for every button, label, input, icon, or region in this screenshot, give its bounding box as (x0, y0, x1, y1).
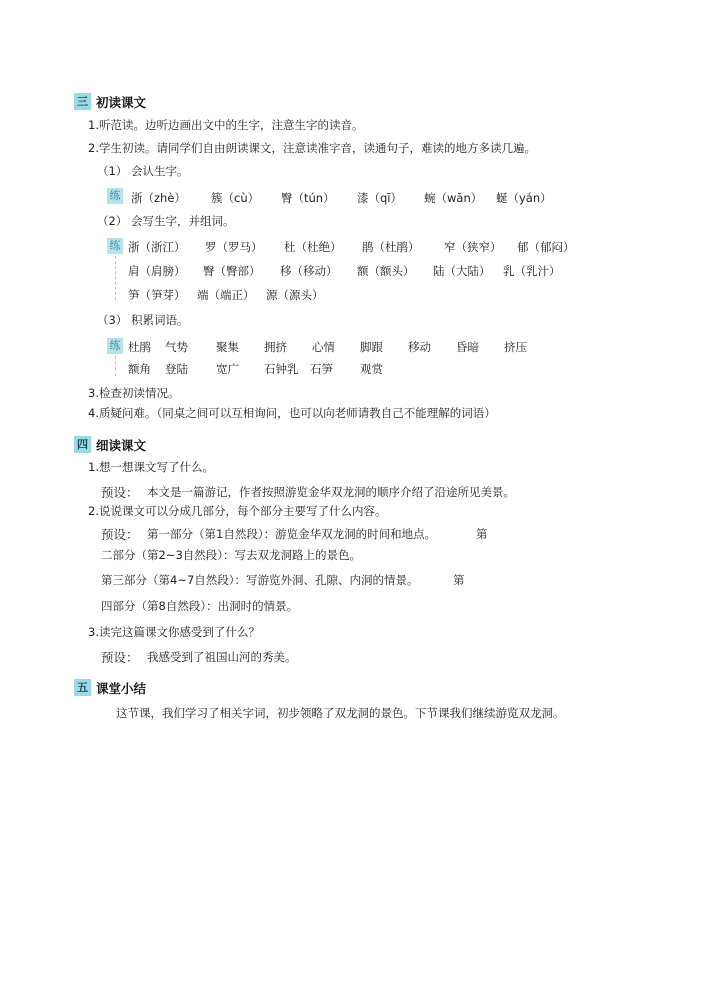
instruction-1: 1.听范读。边听边画出文中的生字，注意生字的读音。 (88, 118, 364, 132)
instruction-4: 4.质疑问难。（同桌之间可以互相询问，也可以向老师请教自己不能理解的词语） (88, 406, 496, 420)
read-char: 蜿（wān） (424, 191, 483, 205)
vocab-word: 拥挤 (264, 340, 287, 354)
question-1: 1.想一想课文写了什么。 (88, 460, 214, 474)
vocab-word: 石笋 (310, 362, 333, 376)
answer-text: 第 (453, 573, 465, 587)
vocab-word: 挤压 (504, 340, 527, 354)
read-char: 臀（tún） (281, 191, 335, 205)
answer-text: 第一部分（第1自然段）：游览金华双龙洞的时间和地点。 (147, 527, 437, 541)
subitem-2: （2） 会写生字，并组词。 (97, 214, 235, 228)
vocab-word: 额角 (128, 362, 151, 376)
vocab-word: 石钟乳 (264, 362, 299, 376)
dashed-divider (115, 256, 116, 300)
answer-text: 我感受到了祖国山河的秀美。 (147, 650, 297, 664)
vocab-word: 杜鹃 (128, 340, 151, 354)
vocab-word: 气势 (165, 340, 188, 354)
vocab-word: 移动 (408, 340, 431, 354)
question-2: 2.说说课文可以分成几部分，每个部分主要写了什么内容。 (88, 504, 387, 518)
read-char: 蜒（yán） (496, 191, 552, 205)
write-word: 浙（浙江） (128, 240, 186, 254)
answer-label: 预设： (101, 650, 139, 665)
write-word: 笋（笋芽） (128, 288, 186, 302)
answer-text: 第 (476, 527, 488, 541)
read-char: 簇（cù） (211, 191, 260, 205)
vocab-word: 脚跟 (360, 340, 383, 354)
write-word: 肩（肩膀） (128, 264, 186, 278)
section-title: 初读课文 (96, 95, 147, 110)
practice-icon: 练 (107, 188, 123, 204)
answer-text: 二部分（第2~3自然段）：写去双龙洞路上的景色。 (101, 548, 362, 562)
write-word: 陆（大陆） (433, 264, 491, 278)
dashed-divider (115, 356, 116, 376)
write-word: 杜（杜绝） (284, 240, 342, 254)
vocab-word: 登陆 (165, 362, 188, 376)
write-word: 源（源头） (266, 288, 324, 302)
question-3: 3.读完这篇课文你感受到了什么？ (88, 625, 260, 639)
write-word: 罗（罗马） (205, 240, 263, 254)
vocab-word: 宽广 (216, 362, 239, 376)
practice-icon: 练 (107, 238, 123, 254)
subitem-3: （3） 积累词语。 (97, 313, 189, 327)
subitem-1: （1） 会认生字。 (97, 164, 189, 178)
instruction-3: 3.检查初读情况。 (88, 386, 180, 400)
answer-label: 预设： (101, 527, 139, 542)
write-word: 郁（郁闷） (517, 240, 575, 254)
write-word: 鹃（杜鹃） (362, 240, 420, 254)
write-word: 额（额头） (357, 264, 415, 278)
summary-text: 这节课，我们学习了相关字词，初步领略了双龙洞的景色。下节课我们继续游览双龙洞。 (116, 706, 565, 720)
read-char: 浙（zhè） (131, 191, 186, 205)
write-word: 移（移动） (280, 264, 338, 278)
vocab-word: 昏暗 (456, 340, 479, 354)
write-word: 窄（狭窄） (444, 240, 502, 254)
vocab-word: 观赏 (360, 362, 383, 376)
answer-text: 第三部分（第4~7自然段）：写游览外洞、孔隙、内洞的情景。 (101, 573, 419, 587)
read-char: 漆（qī） (357, 191, 402, 205)
answer-label: 预设： (101, 485, 139, 500)
section-number-badge: 三 (74, 93, 91, 110)
write-word: 端（端正） (197, 288, 255, 302)
answer-text: 四部分（第8自然段）：出洞时的情景。 (101, 599, 299, 613)
answer-text: 本文是一篇游记，作者按照游览金华双龙洞的顺序介绍了沿途所见美景。 (147, 485, 515, 499)
section-number-badge: 五 (74, 679, 91, 696)
write-word: 乳（乳汁） (503, 264, 561, 278)
practice-icon: 练 (107, 338, 123, 354)
write-word: 臀（臀部） (203, 264, 261, 278)
vocab-word: 聚集 (216, 340, 239, 354)
section-number-badge: 四 (74, 436, 91, 453)
section-title: 细读课文 (96, 438, 147, 453)
section-title: 课堂小结 (96, 681, 147, 696)
vocab-word: 心情 (312, 340, 335, 354)
instruction-2: 2.学生初读。请同学们自由朗读课文，注意读准字音，读通句子，难读的地方多读几遍。 (88, 141, 536, 155)
